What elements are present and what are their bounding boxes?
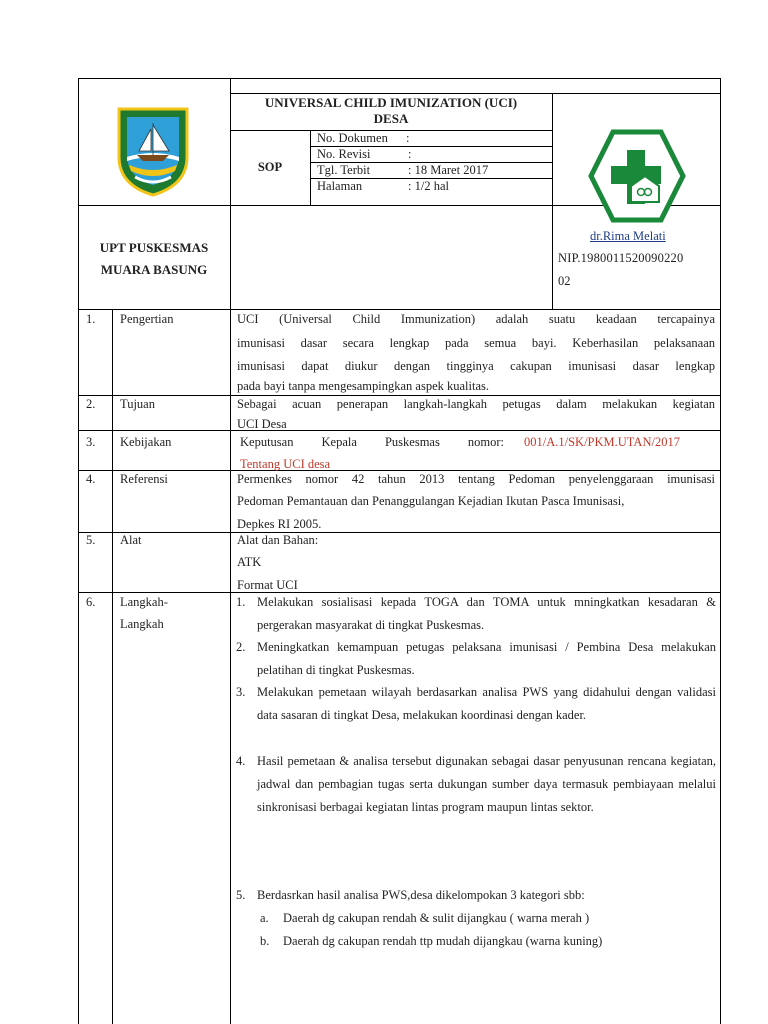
step-number: 1. <box>236 595 246 609</box>
step-text: Meningkatkan kemampuan petugas pelaksana imunisasi / Pembina Desa melakukan pelatihan di tingkat Puskesmas. <box>257 640 716 677</box>
substep-text: Daerah dg cakupan rendah & sulit dijangkau ( warna merah ) <box>283 911 590 925</box>
pengertian-line3: imunisasi dapat diukur dengan tingginya cakupan imunisasi dasar lengkap <box>237 359 715 373</box>
step-number: 4. <box>236 754 246 768</box>
substep-letter: b. <box>260 934 270 948</box>
sop-label: SOP <box>257 160 283 174</box>
step-text: Berdasrkan hasil analisa PWS,desa dikelompokan 3 kategori sbb: <box>257 888 585 902</box>
alat-line2: ATK <box>237 555 262 569</box>
substep-text: Daerah dg cakupan rendah ttp mudah dijangkau (warna kuning) <box>283 934 603 948</box>
signer-nip-line1: NIP.1980011520090220 <box>558 251 684 265</box>
pengertian-line1: UCI (Universal Child Immunization) adalah suatu keadaan tercapainya <box>237 312 715 326</box>
revision-label: No. Revisi <box>317 147 371 161</box>
substep-letter: a. <box>260 911 269 925</box>
tujuan-line2: UCI Desa <box>237 417 287 431</box>
kebijakan-prefix: Keputusan Kepala Puskesmas nomor: <box>240 435 504 449</box>
list-item-step-2 <box>236 636 716 682</box>
referensi-line2: Pedoman Pemantauan dan Penanggulangan Kejadian Ikutan Pasca Imunisasi, <box>237 494 625 508</box>
referensi-line3: Depkes RI 2005. <box>237 517 322 531</box>
row-label-langkah-line2: Langkah <box>120 617 164 631</box>
page-value: : 1/2 hal <box>408 179 449 193</box>
list-item-step-5 <box>236 884 716 907</box>
referensi-line1: Permenkes nomor 42 tahun 2013 tentang Pedoman penyelenggaraan imunisasi <box>237 472 715 486</box>
row-label-alat: Alat <box>120 533 142 547</box>
row-number: 5. <box>86 533 96 547</box>
regional-emblem-logo <box>117 105 189 197</box>
page-label: Halaman <box>317 179 363 193</box>
org-name-line2: MUARA BASUNG <box>100 262 208 277</box>
step-text: Hasil pemetaan & analisa tersebut digunakan sebagai dasar penyusunan rencana kegiatan, jadwal dan pembagian tugas serta dukungan sumber daya termasuk pembiayaan melalui sinkronisasi berbagai kegiatan lintas program maupun lintas sektor. <box>257 754 716 814</box>
row-number: 3. <box>86 435 96 449</box>
issue-date-value: : 18 Maret 2017 <box>408 163 489 177</box>
row-label-referensi: Referensi <box>120 472 168 486</box>
pengertian-line2: imunisasi dasar secara lengkap pada semua bayi. Keberhasilan pelaksanaan <box>237 336 715 350</box>
list-item-step-4 <box>236 750 716 842</box>
list-item-step-1 <box>236 591 716 637</box>
step-text: Melakukan sosialisasi kepada TOGA dan TOMA untuk mningkatkan kesadaran & pergerakan masyarakat di tingkat Puskesmas. <box>257 595 716 632</box>
step-text: Melakukan pemetaan wilayah berdasarkan analisa PWS yang didahului dengan validasi data sasaran di tingkat Desa, melakukan koordinasi dengan kader. <box>257 685 716 722</box>
signer-name: dr.Rima Melati <box>590 229 666 243</box>
row-label-kebijakan: Kebijakan <box>120 435 172 449</box>
step-number: 2. <box>236 640 246 654</box>
alat-line3: Format UCI <box>237 578 298 592</box>
row-label-pengertian: Pengertian <box>120 312 174 326</box>
row-number: 6. <box>86 595 96 609</box>
kebijakan-ref-number: 001/A.1/SK/PKM.UTAN/2017 <box>524 435 680 449</box>
sop-title-line1: UNIVERSAL CHILD IMUNIZATION (UCI) <box>264 95 518 110</box>
sop-title-line2: DESA <box>373 111 409 126</box>
signer-nip-line2: 02 <box>558 274 571 288</box>
doc-number-label: No. Dokumen <box>317 131 388 145</box>
row-number: 4. <box>86 472 96 486</box>
step-number: 3. <box>236 685 246 699</box>
alat-line1: Alat dan Bahan: <box>237 533 319 547</box>
row-label-tujuan: Tujuan <box>120 397 155 411</box>
revision-value: : <box>408 147 412 161</box>
row-number: 2. <box>86 397 96 411</box>
pengertian-line4: pada bayi tanpa mengesampingkan aspek kualitas. <box>237 379 490 393</box>
issue-date-label: Tgl. Terbit <box>317 163 371 177</box>
puskesmas-logo <box>587 128 687 224</box>
org-name-line1: UPT PUSKESMAS <box>99 240 209 255</box>
row-label-langkah-line1: Langkah- <box>120 595 168 609</box>
kebijakan-ref-title: Tentang UCI desa <box>240 457 331 471</box>
list-item-step-3 <box>236 681 716 750</box>
step-number: 5. <box>236 888 246 902</box>
row-number: 1. <box>86 312 96 326</box>
doc-number-value: : <box>406 131 410 145</box>
tujuan-line1: Sebagai acuan penerapan langkah-langkah petugas dalam melakukan kegiatan <box>237 397 715 411</box>
